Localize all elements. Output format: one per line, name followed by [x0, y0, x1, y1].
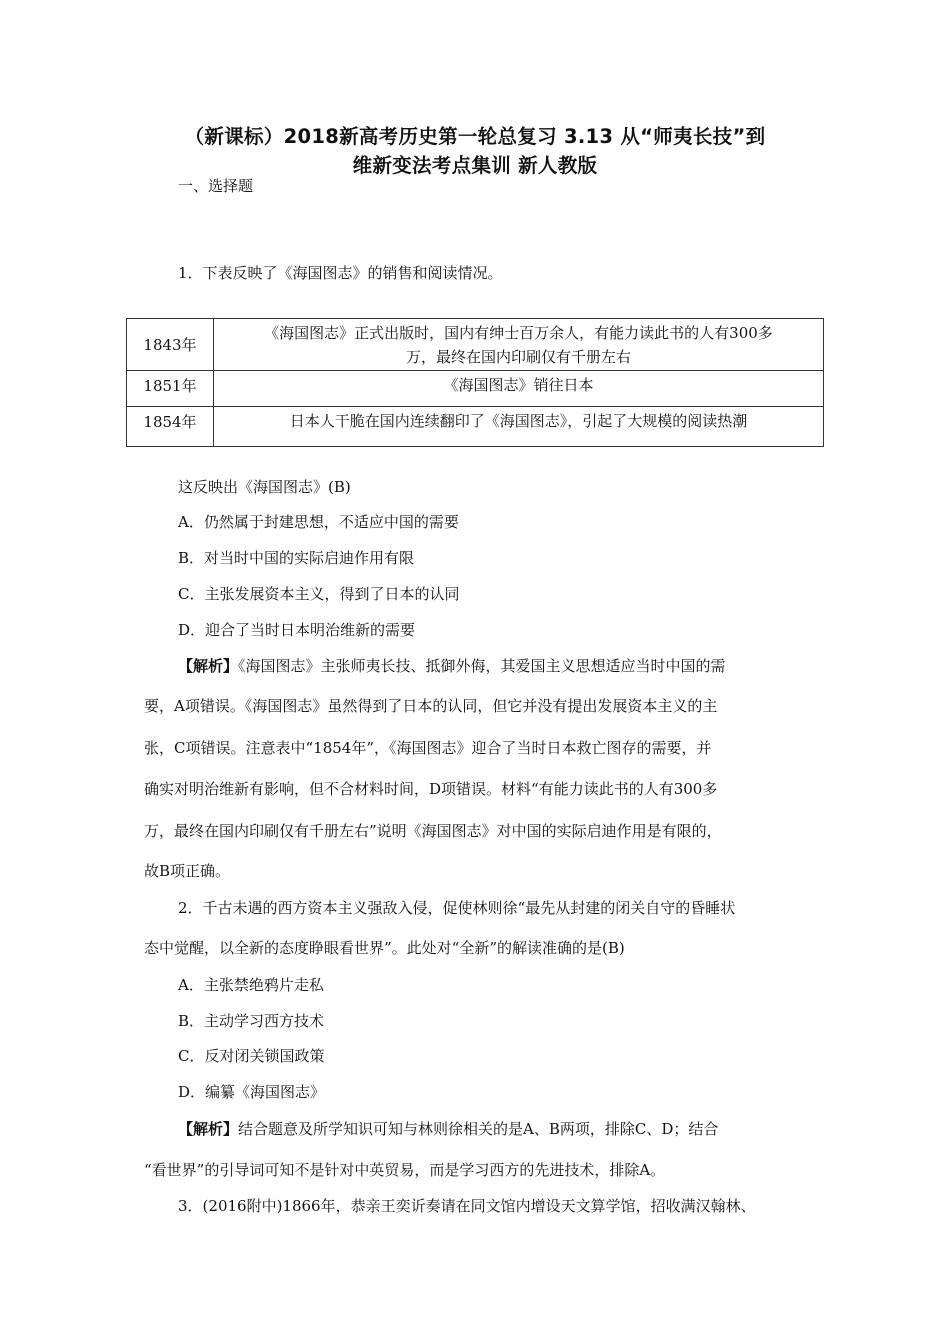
table-row	[127, 371, 824, 407]
q1-prompt: 这反映出《海国图志》(B)	[178, 478, 351, 496]
table-text: 《海国图志》销往日本	[214, 371, 824, 407]
q2-option-d: D．编纂《海国图志》	[178, 1083, 326, 1101]
q1-analysis-line: 万，最终在国内印刷仅有千册左右”说明《海国图志》对中国的实际启迪作用是有限的，	[144, 822, 722, 840]
document-title	[120, 122, 830, 180]
q1-option-c: C．主张发展资本主义，得到了日本的认同	[178, 585, 460, 603]
q1-analysis-line: 确实对明治维新有影响，但不合材料时间，D项错误。材料“有能力读此书的人有300多	[144, 780, 718, 798]
q2-analysis-line	[178, 1119, 718, 1139]
table-year: 1851年	[127, 371, 214, 407]
table-year: 1843年	[127, 319, 214, 371]
section-heading: 一、选择题	[178, 177, 254, 195]
q1-option-b: B．对当时中国的实际启迪作用有限	[178, 549, 415, 567]
analysis-text: 结合题意及所学知识可知与林则徐相关的是A、B两项，排除C、D；结合	[238, 1120, 719, 1138]
q1-option-d: D．迎合了当时日本明治维新的需要	[178, 621, 416, 639]
sales-table	[126, 318, 824, 447]
table-text	[214, 319, 824, 371]
q1-analysis-line	[178, 656, 726, 676]
q1-stem: 1．下表反映了《海国图志》的销售和阅读情况。	[178, 264, 503, 282]
q2-option-c: C．反对闭关锁国政策	[178, 1047, 325, 1065]
table-row	[127, 319, 824, 371]
q2-analysis-line: “看世界”的引导词可知不是针对中英贸易，而是学习西方的先进技术，排除A。	[144, 1161, 666, 1179]
table-year: 1854年	[127, 407, 214, 447]
q1-analysis-line: 故B项正确。	[144, 862, 231, 880]
q3-stem: 3．(2016附中)1866年，恭亲王奕䜣奏请在同文馆内增设天文算学馆，招收满汉翰林、	[178, 1197, 756, 1215]
title-line-2: 维新变法考点集训 新人教版	[352, 154, 598, 177]
q2-option-b: B．主动学习西方技术	[178, 1012, 325, 1030]
table-text-line: 万，最终在国内印刷仅有千册左右	[405, 347, 631, 366]
table-text-line: 《海国图志》正式出版时，国内有绅士百万余人，有能力读此书的人有300多	[264, 323, 773, 342]
table-text: 日本人干脆在国内连续翻印了《海国图志》，引起了大规模的阅读热潮	[214, 407, 824, 447]
analysis-text: 《海国图志》主张师夷长技、抵御外侮，其爱国主义思想适应当时中国的需	[238, 657, 726, 675]
q1-analysis-line: 要，A项错误。《海国图志》虽然得到了日本的认同，但它并没有提出发展资本主义的主	[144, 697, 718, 715]
q2-option-a: A．主张禁绝鸦片走私	[178, 976, 324, 994]
q1-option-a: A．仍然属于封建思想，不适应中国的需要	[178, 513, 459, 531]
analysis-label: 【解析】	[178, 1120, 239, 1138]
table-row	[127, 407, 824, 447]
q1-analysis-line: 张，C项错误。注意表中“1854年”，《海国图志》迎合了当时日本救亡图存的需要，并	[144, 739, 712, 757]
title-line-1: （新课标）2018新高考历史第一轮总复习 3.13 从“师夷长技”到	[184, 125, 766, 148]
q2-stem-line: 2．千古未遇的西方资本主义强敌入侵，促使林则徐“最先从封建的闭关自守的昏睡状	[178, 899, 736, 917]
analysis-label: 【解析】	[178, 657, 239, 675]
q2-stem-line: 态中觉醒，以全新的态度睁眼看世界”。此处对“全新”的解读准确的是(B)	[144, 939, 625, 957]
